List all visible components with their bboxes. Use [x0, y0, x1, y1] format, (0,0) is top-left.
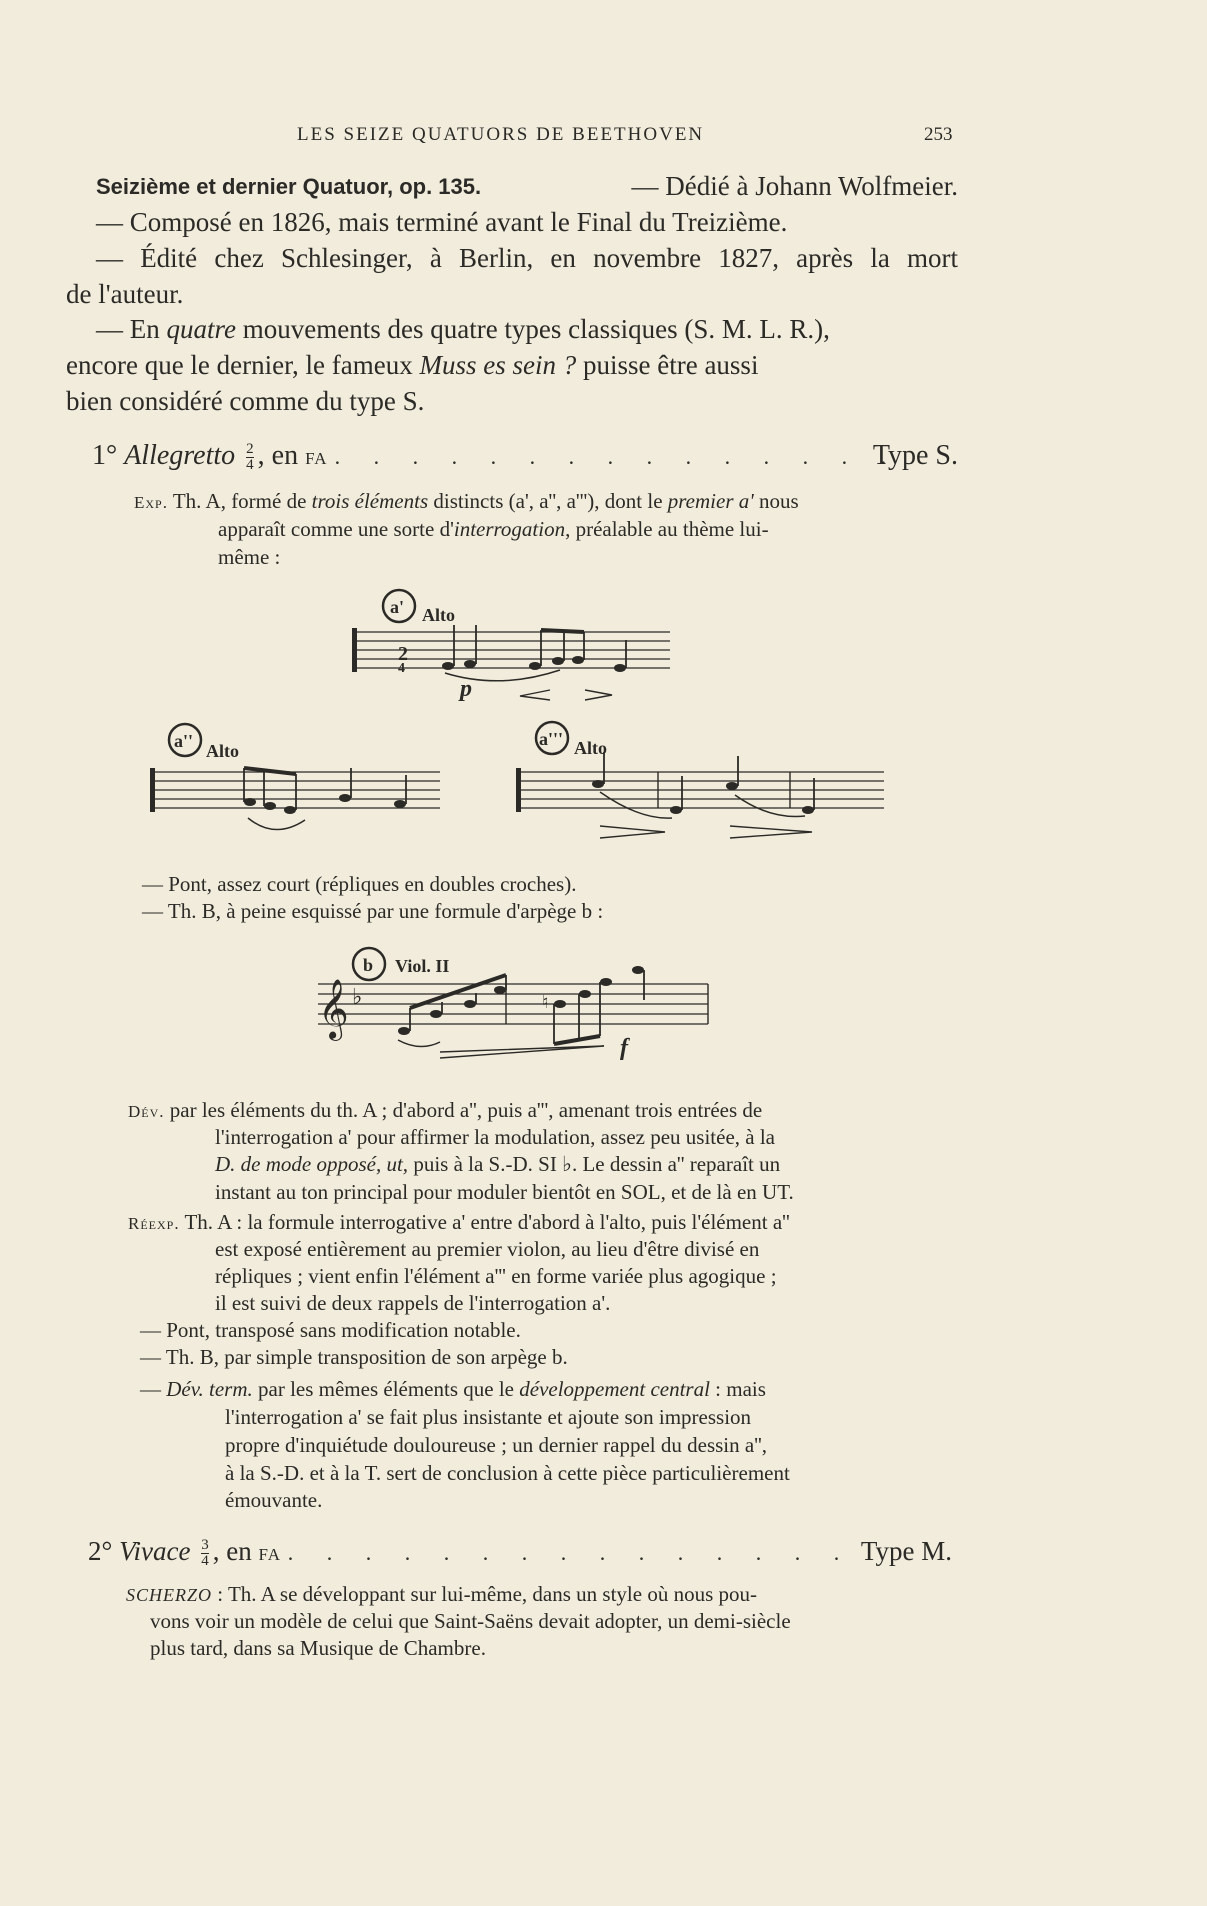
- mvt1-tempo: Allegretto: [124, 440, 236, 471]
- svg-text:♭: ♭: [352, 984, 363, 1009]
- example-a1-label: a': [390, 597, 405, 617]
- reexp-label: Réexp.: [128, 1214, 180, 1233]
- scherzo-line-1: [126, 1582, 757, 1607]
- dev-line-4: instant au ton principal pour moduler bientôt en SOL, et de là en UT.: [215, 1180, 794, 1204]
- mvt1-dots: . . . . . . . . . . . . . . .: [334, 444, 901, 469]
- exp-2a: apparaît comme une sorte d': [218, 517, 454, 541]
- reexp-line-4: il est suivi de deux rappels de l'interrogation a'.: [215, 1291, 611, 1315]
- example-a2: [150, 724, 440, 830]
- intro-line-5: [96, 314, 830, 345]
- reexp-pont: — Pont, transposé sans modification notable.: [140, 1318, 521, 1342]
- reexp-line-2: est exposé entièrement au premier violon, au lieu d'être divisé en: [215, 1237, 760, 1261]
- mvt2-tempo: Vivace: [119, 1536, 191, 1566]
- mvt2-meter-bottom: 4: [201, 1553, 209, 1570]
- example-a3-label: a''': [539, 729, 564, 749]
- intro-6c: puisse être aussi: [576, 350, 759, 380]
- example-a3: [516, 722, 884, 838]
- exp-1e: nous: [753, 489, 799, 513]
- mvt1-meter-bottom: 4: [246, 457, 254, 474]
- intro-5a: — En: [96, 314, 167, 344]
- svg-text:4: 4: [398, 661, 405, 676]
- mvt1-number: 1°: [92, 440, 118, 471]
- scherzo-label: SCHERZO: [126, 1585, 213, 1605]
- exp-2b: interrogation: [453, 517, 566, 541]
- mvt2-dots: . . . . . . . . . . . . . . .: [287, 1540, 854, 1565]
- exp-1d: premier a': [667, 489, 754, 513]
- mvt2-type: Type M.: [860, 1536, 952, 1566]
- mvt1-type: Type S.: [872, 440, 958, 471]
- dev-line-1: [128, 1098, 762, 1123]
- dt-e: : mais: [709, 1377, 766, 1401]
- dev-term-line-4: à la S.-D. et à la T. sert de conclusion à cette pièce particulièrement: [225, 1461, 790, 1485]
- dev-3a: D. de mode opposé, ut,: [215, 1152, 409, 1176]
- running-title: LES SEIZE QUATUORS DE BEETHOVEN: [297, 124, 705, 145]
- intro-line-2: — Composé en 1826, mais terminé avant le Final du Treizième.: [96, 207, 788, 237]
- dev-1: par les éléments du th. A ; d'abord a'', puis a''', amenant trois entrées de: [164, 1098, 763, 1122]
- scherzo-1: : Th. A se développant sur lui-même, dans un style où nous pou-: [212, 1582, 757, 1606]
- dt-b: Dév. term.: [166, 1377, 253, 1401]
- dynamic-p: p: [460, 676, 472, 702]
- intro-line-7: bien considéré comme du type S.: [66, 386, 425, 416]
- mvt2-number: 2°: [88, 1536, 113, 1566]
- example-a3-alto: Alto: [574, 738, 607, 758]
- scherzo-line-3: plus tard, dans sa Musique de Chambre.: [150, 1636, 486, 1660]
- mvt2-meter: [201, 1538, 209, 1569]
- musical-examples: [0, 575, 1207, 1075]
- dt-c: par les mêmes éléments que le: [252, 1377, 520, 1401]
- mvt2-meter-top: 3: [201, 1537, 209, 1554]
- reexp-1: Th. A : la formule interrogative a' entre d'abord à l'alto, puis l'élément a'': [179, 1210, 790, 1234]
- mvt1-key-prefix: , en: [257, 440, 299, 471]
- example-b-viol: Viol. II: [395, 956, 450, 976]
- reexp-line-1: [128, 1210, 790, 1235]
- mvt2-key-prefix: , en: [212, 1536, 252, 1566]
- dynamic-f: f: [620, 1035, 628, 1061]
- dev-term-line-5: émouvante.: [225, 1488, 323, 1512]
- mvt2-heading: [88, 1536, 952, 1569]
- mvt1-meter: [246, 442, 254, 473]
- dt-a: —: [140, 1377, 167, 1401]
- dev-term-line-1: [140, 1377, 766, 1402]
- svg-text:2: 2: [398, 643, 408, 665]
- intro-5b: quatre: [166, 314, 236, 344]
- exp-1c: distincts (a', a'', a'''), dont le: [428, 489, 668, 513]
- exp-1a: Th. A, formé de: [167, 489, 312, 513]
- example-b-label: b: [363, 955, 374, 975]
- example-a2-label: a'': [174, 731, 194, 751]
- exp-line-3: même :: [218, 545, 281, 569]
- dev-term-line-2: l'interrogation a' se fait plus insistante et ajoute son impression: [225, 1405, 752, 1429]
- pont-line: — Pont, assez court (répliques en doubles croches).: [142, 872, 577, 896]
- example-a1: [352, 590, 670, 702]
- exp-line-2: [218, 517, 769, 542]
- svg-text:𝄞: 𝄞: [318, 981, 349, 1038]
- reexp-line-3: répliques ; vient enfin l'élément a''' en forme variée plus agogique ;: [215, 1264, 777, 1288]
- mvt1-key: FA: [305, 449, 328, 468]
- intro-6a: encore que le dernier, le fameux: [66, 350, 420, 380]
- intro-6b: Muss es sein ?: [419, 350, 577, 380]
- dedication: — Dédié à Johann Wolfmeier.: [631, 171, 958, 201]
- exp-1b: trois éléments: [311, 489, 429, 513]
- intro-line-3: — Édité chez Schlesinger, à Berlin, en novembre 1827, après la mort: [96, 243, 958, 273]
- reexp-thb: — Th. B, par simple transposition de son arpège b.: [140, 1345, 568, 1369]
- dt-d: développement central: [519, 1377, 710, 1401]
- mvt2-key: FA: [258, 1545, 281, 1564]
- mvt1-heading: [92, 440, 958, 473]
- example-b: [318, 948, 708, 1061]
- example-a2-alto: Alto: [206, 741, 239, 761]
- dev-3b: puis à la S.-D. SI ♭. Le dessin a'' reparaît un: [408, 1152, 781, 1176]
- exp-2c: , préalable au thème lui-: [565, 517, 769, 541]
- intro-line-1: [96, 171, 958, 201]
- quartet-heading: Seizième et dernier Quatuor, op. 135.: [96, 174, 482, 199]
- svg-text:♮: ♮: [542, 992, 549, 1012]
- intro-line-6: [66, 350, 958, 381]
- intro-line-4: de l'auteur.: [66, 279, 184, 309]
- mvt1-meter-top: 2: [246, 441, 254, 458]
- dev-term-line-3: propre d'inquiétude douloureuse ; un dernier rappel du dessin a'',: [225, 1433, 768, 1457]
- dev-line-2: l'interrogation a' pour affirmer la modulation, assez peu usitée, à la: [215, 1125, 775, 1149]
- example-a1-alto: Alto: [422, 605, 455, 625]
- intro-5c: mouvements des quatre types classiques (S. M. L. R.),: [236, 314, 830, 344]
- exp-label: Exp.: [134, 493, 168, 512]
- dev-line-3: [215, 1152, 780, 1177]
- dev-label: Dév.: [128, 1102, 165, 1121]
- exp-line-1: [134, 489, 799, 514]
- scherzo-line-2: vons voir un modèle de celui que Saint-Saëns devait adopter, un demi-siècle: [150, 1609, 791, 1633]
- thb-line: — Th. B, à peine esquissé par une formule d'arpège b :: [142, 899, 604, 923]
- page-number: 253: [924, 124, 953, 145]
